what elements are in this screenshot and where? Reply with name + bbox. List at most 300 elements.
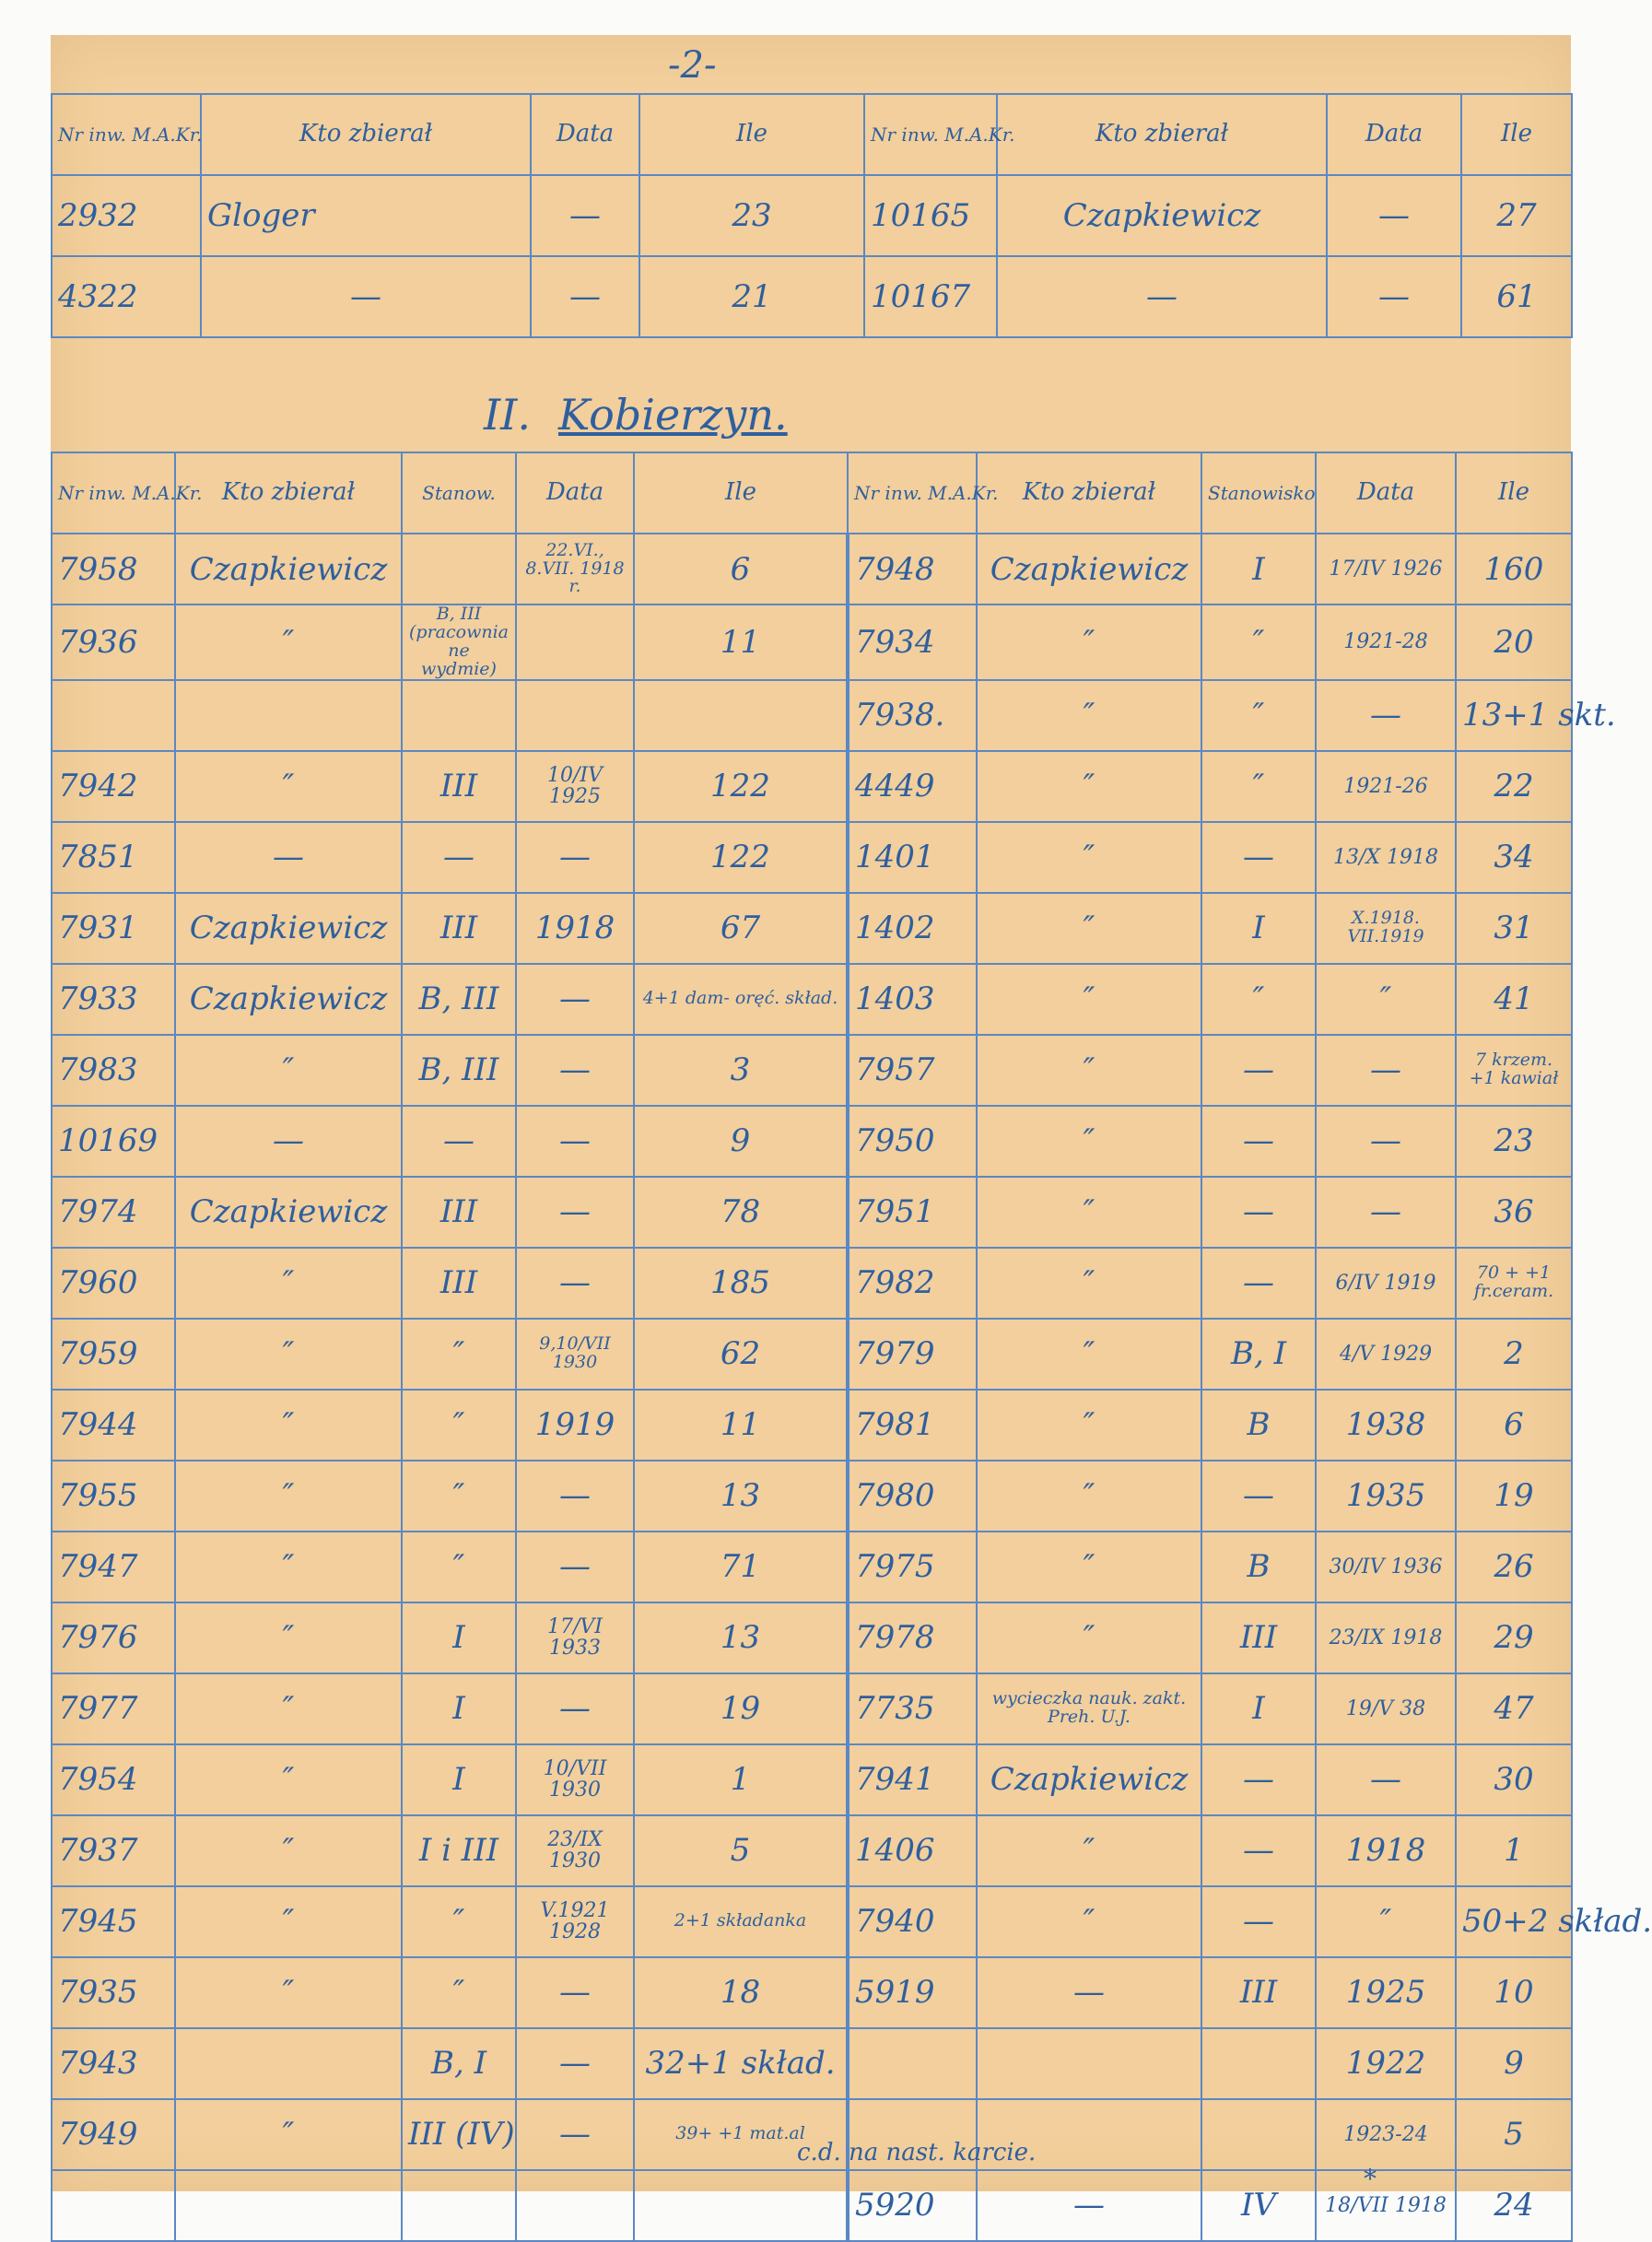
- table-row: [52, 2028, 1572, 2099]
- cell-kto-right: ″: [977, 605, 1201, 680]
- cell-nr: 10169: [52, 1106, 175, 1177]
- table-row: [52, 1106, 1572, 1177]
- cell-data-right: 1921-28: [1316, 605, 1456, 680]
- cell-data-right: 30/IV 1936: [1316, 1532, 1456, 1602]
- cell-ile-right: 1: [1456, 1815, 1572, 1886]
- cell-stanowisko-right: IV: [1201, 2170, 1316, 2241]
- table-row: [52, 1673, 1572, 1744]
- table-row: [52, 751, 1572, 822]
- cell-kto-right: Czapkiewicz: [977, 1744, 1201, 1815]
- cell-ile-right: 61: [1461, 256, 1572, 337]
- header-ile-right: Ile: [1461, 94, 1572, 175]
- cell-data: 9,10/VII 1930: [516, 1319, 634, 1390]
- cell-kto-right: Czapkiewicz: [997, 175, 1327, 256]
- cell-ile: 39+ +1 mat.al: [634, 2099, 848, 2170]
- cell-nr: 7945: [52, 1886, 175, 1957]
- cell-kto: ″: [175, 1390, 402, 1461]
- cell-nr: 7977: [52, 1673, 175, 1744]
- cell-stanowisko: III: [402, 893, 516, 964]
- cell-ile: 1: [634, 1744, 848, 1815]
- cell-ile-right: 24: [1456, 2170, 1572, 2241]
- cell-nr-right: 7980: [848, 1461, 977, 1532]
- cell-kto: —: [175, 822, 402, 893]
- cell-stanowisko-right: —: [1201, 1461, 1316, 1532]
- cell-ile: 122: [634, 751, 848, 822]
- cell-nr: 7958: [52, 534, 175, 605]
- cell-data-right: —: [1316, 1035, 1456, 1106]
- cell-data-right: —: [1327, 256, 1461, 337]
- cell-nr-right: 7735: [848, 1673, 977, 1744]
- cell-ile-right: 23: [1456, 1106, 1572, 1177]
- cell-nr: [52, 680, 175, 751]
- cell-nr: 7944: [52, 1390, 175, 1461]
- cell-stanowisko: [402, 2170, 516, 2241]
- cell-stanowisko: B, I: [402, 2028, 516, 2099]
- cell-data: 10/VII 1930: [516, 1744, 634, 1815]
- cell-kto: Czapkiewicz: [175, 534, 402, 605]
- cell-kto: ″: [175, 605, 402, 680]
- cell-stanowisko-right: [1201, 2099, 1316, 2170]
- cell-kto: ″: [175, 2099, 402, 2170]
- cell-nr-right: 7978: [848, 1602, 977, 1673]
- cell-stanowisko-right: —: [1201, 1035, 1316, 1106]
- cell-nr: 7947: [52, 1532, 175, 1602]
- cell-stanowisko-right: —: [1201, 1744, 1316, 1815]
- table-row: [52, 1886, 1572, 1957]
- header-data-right: Data: [1316, 452, 1456, 534]
- cell-nr-right: 10165: [864, 175, 997, 256]
- cell-nr-right: 7938.: [848, 680, 977, 751]
- cell-kto-right: ″: [977, 1886, 1201, 1957]
- cell-kto-right: ″: [977, 1106, 1201, 1177]
- cell-ile-right: 50+2 skład.: [1456, 1886, 1572, 1957]
- cell-nr: 7942: [52, 751, 175, 822]
- cell-data: —: [531, 175, 639, 256]
- cell-data-right: —: [1316, 1177, 1456, 1248]
- header-ile-right: Ile: [1456, 452, 1572, 534]
- cell-ile: 4+1 dam- oręć. skład.: [634, 964, 848, 1035]
- cell-data-right: 13/X 1918: [1316, 822, 1456, 893]
- cell-data: —: [531, 256, 639, 337]
- cell-nr: 7943: [52, 2028, 175, 2099]
- cell-data: [516, 680, 634, 751]
- cell-nr-right: 1402: [848, 893, 977, 964]
- cell-kto-right: ″: [977, 680, 1201, 751]
- cell-ile: 23: [639, 175, 864, 256]
- cell-data: 1918: [516, 893, 634, 964]
- cell-data: V.1921 1928: [516, 1886, 634, 1957]
- table-header-row: [52, 94, 1572, 175]
- cell-stanowisko: [402, 534, 516, 605]
- cell-kto: ″: [175, 1673, 402, 1744]
- cell-nr: 7974: [52, 1177, 175, 1248]
- cell-nr: 7954: [52, 1744, 175, 1815]
- cell-nr: 7935: [52, 1957, 175, 2028]
- cell-nr-right: 7979: [848, 1319, 977, 1390]
- cell-ile: 62: [634, 1319, 848, 1390]
- header-kto-right: Kto zbierał: [977, 452, 1201, 534]
- cell-data-right: 1925: [1316, 1957, 1456, 2028]
- cell-kto: —: [201, 256, 531, 337]
- table-header-row: [52, 452, 1572, 534]
- cell-data: —: [516, 1532, 634, 1602]
- table-row: [52, 1532, 1572, 1602]
- cell-nr-right: [848, 2028, 977, 2099]
- cell-nr: 7933: [52, 964, 175, 1035]
- cell-nr: 7983: [52, 1035, 175, 1106]
- cell-kto-right: ″: [977, 1248, 1201, 1319]
- cell-nr-right: 7950: [848, 1106, 977, 1177]
- cell-data-right: 1923-24: [1316, 2099, 1456, 2170]
- cell-stanowisko-right: [1201, 2028, 1316, 2099]
- cell-stanowisko-right: I: [1201, 534, 1316, 605]
- cell-ile: 21: [639, 256, 864, 337]
- cell-kto-right: wycieczka nauk. zakt. Preh. U.J.: [977, 1673, 1201, 1744]
- asterisk-mark: *: [1364, 2164, 1377, 2194]
- cell-nr-right: 7981: [848, 1390, 977, 1461]
- cell-kto: ″: [175, 1035, 402, 1106]
- cell-nr-right: 7957: [848, 1035, 977, 1106]
- top-inventory-table: [51, 93, 1573, 338]
- cell-data: —: [516, 1461, 634, 1532]
- cell-ile-right: 70 + +1 fr.ceram.: [1456, 1248, 1572, 1319]
- cell-data: [516, 2170, 634, 2241]
- cell-nr: 7937: [52, 1815, 175, 1886]
- cell-ile-right: 29: [1456, 1602, 1572, 1673]
- cell-nr: 7936: [52, 605, 175, 680]
- cell-stanowisko-right: —: [1201, 1886, 1316, 1957]
- cell-ile-right: 10: [1456, 1957, 1572, 2028]
- cell-nr-right: 5919: [848, 1957, 977, 2028]
- cell-stanowisko-right: B: [1201, 1390, 1316, 1461]
- cell-nr-right: 1401: [848, 822, 977, 893]
- cell-data: —: [516, 1957, 634, 2028]
- cell-data-right: 1935: [1316, 1461, 1456, 1532]
- cell-data-right: 1938: [1316, 1390, 1456, 1461]
- cell-kto: ″: [175, 1957, 402, 2028]
- section-roman: II.: [484, 390, 531, 440]
- cell-stanowisko-right: III: [1201, 1602, 1316, 1673]
- header-kto: Kto zbierał: [201, 94, 531, 175]
- cell-data: —: [516, 1673, 634, 1744]
- cell-stanowisko: ″: [402, 1886, 516, 1957]
- header-data: Data: [516, 452, 634, 534]
- cell-data-right: 18/VII 1918: [1316, 2170, 1456, 2241]
- cell-kto: Czapkiewicz: [175, 1177, 402, 1248]
- cell-nr: 7955: [52, 1461, 175, 1532]
- cell-ile-right: 9: [1456, 2028, 1572, 2099]
- cell-ile: 67: [634, 893, 848, 964]
- cell-ile: 78: [634, 1177, 848, 1248]
- cell-ile: [634, 2170, 848, 2241]
- cell-nr: 4322: [52, 256, 201, 337]
- cell-data-right: —: [1316, 1106, 1456, 1177]
- cell-data: 17/VI 1933: [516, 1602, 634, 1673]
- cell-stanowisko-right: I: [1201, 893, 1316, 964]
- cell-kto: ″: [175, 1886, 402, 1957]
- cell-ile-right: 6: [1456, 1390, 1572, 1461]
- cell-nr-right: 7975: [848, 1532, 977, 1602]
- section-name: Kobierzyn.: [557, 390, 788, 440]
- cell-ile: 11: [634, 605, 848, 680]
- cell-ile-right: 27: [1461, 175, 1572, 256]
- cell-nr: 7976: [52, 1602, 175, 1673]
- cell-ile-right: 36: [1456, 1177, 1572, 1248]
- cell-stanowisko: I: [402, 1602, 516, 1673]
- cell-kto: [175, 680, 402, 751]
- cell-kto-right: ″: [977, 964, 1201, 1035]
- cell-kto-right: ″: [977, 1532, 1201, 1602]
- cell-kto: ″: [175, 1461, 402, 1532]
- cell-nr: 2932: [52, 175, 201, 256]
- header-data-right: Data: [1327, 94, 1461, 175]
- cell-stanowisko: I: [402, 1744, 516, 1815]
- kobierzyn-inventory-table: [51, 452, 1652, 2242]
- cell-data-right: 19/V 38: [1316, 1673, 1456, 1744]
- header-ile: Ile: [639, 94, 864, 175]
- cell-stanowisko-right: —: [1201, 822, 1316, 893]
- cell-nr: 7949: [52, 2099, 175, 2170]
- cell-kto-right: —: [997, 256, 1327, 337]
- cell-stanowisko-right: ″: [1201, 680, 1316, 751]
- cell-kto-right: Czapkiewicz: [977, 534, 1201, 605]
- table-row: [52, 256, 1572, 337]
- cell-nr-right: 7948: [848, 534, 977, 605]
- section-title: [484, 390, 788, 440]
- cell-ile-right: 7 krzem. +1 kawiał: [1456, 1035, 1572, 1106]
- cell-stanowisko-right: —: [1201, 1106, 1316, 1177]
- header-nr-right: Nr inw. M.A.Kr.: [848, 452, 977, 534]
- cell-kto: ″: [175, 1815, 402, 1886]
- cell-stanowisko: ″: [402, 1390, 516, 1461]
- header-kto-right: Kto zbierał: [997, 94, 1327, 175]
- cell-data-right: 6/IV 1919: [1316, 1248, 1456, 1319]
- table-row: [52, 680, 1572, 751]
- cell-kto: [175, 2028, 402, 2099]
- cell-stanowisko: III: [402, 751, 516, 822]
- table-row: [52, 2170, 1572, 2241]
- cell-stanowisko: III (IV): [402, 2099, 516, 2170]
- page-number: -2-: [668, 44, 717, 87]
- table-row: [52, 534, 1572, 605]
- cell-data-right: ″: [1316, 964, 1456, 1035]
- cell-kto-right: ″: [977, 751, 1201, 822]
- cell-stanowisko: I i III: [402, 1815, 516, 1886]
- cell-stanowisko: ″: [402, 1957, 516, 2028]
- cell-ile: 185: [634, 1248, 848, 1319]
- cell-nr-right: 7934: [848, 605, 977, 680]
- cell-ile: 5: [634, 1815, 848, 1886]
- table-row: [52, 893, 1572, 964]
- cell-stanowisko: ″: [402, 1532, 516, 1602]
- cell-ile-right: 19: [1456, 1461, 1572, 1532]
- cell-kto: ″: [175, 1532, 402, 1602]
- cell-data: —: [516, 2099, 634, 2170]
- cell-kto: [175, 2170, 402, 2241]
- table-row: [52, 1390, 1572, 1461]
- cell-ile: 9: [634, 1106, 848, 1177]
- header-nr-right: Nr inw. M.A.Kr.: [864, 94, 997, 175]
- table-row: [52, 1957, 1572, 2028]
- cell-stanowisko-right: —: [1201, 1248, 1316, 1319]
- table-row: [52, 1602, 1572, 1673]
- cell-kto-right: ″: [977, 1177, 1201, 1248]
- table-row: [52, 964, 1572, 1035]
- cell-ile-right: 26: [1456, 1532, 1572, 1602]
- cell-nr-right: 7951: [848, 1177, 977, 1248]
- continuation-note: c.d. na nast. karcie.: [797, 2139, 1037, 2166]
- cell-nr: [52, 2170, 175, 2241]
- cell-data: —: [516, 1248, 634, 1319]
- cell-data: [516, 605, 634, 680]
- table-row: [52, 1035, 1572, 1106]
- cell-data-right: ″: [1316, 1886, 1456, 1957]
- table-row: [52, 175, 1572, 256]
- cell-stanowisko-right: ″: [1201, 751, 1316, 822]
- cell-ile-right: 22: [1456, 751, 1572, 822]
- cell-data: —: [516, 822, 634, 893]
- cell-nr-right: 1403: [848, 964, 977, 1035]
- cell-kto-right: —: [977, 2170, 1201, 2241]
- header-kto: Kto zbierał: [175, 452, 402, 534]
- cell-data: —: [516, 1106, 634, 1177]
- cell-ile-right: 30: [1456, 1744, 1572, 1815]
- cell-stanowisko: [402, 680, 516, 751]
- cell-ile-right: 20: [1456, 605, 1572, 680]
- cell-nr-right: 4449: [848, 751, 977, 822]
- cell-nr: 7931: [52, 893, 175, 964]
- cell-stanowisko-right: ″: [1201, 605, 1316, 680]
- cell-ile: 19: [634, 1673, 848, 1744]
- cell-nr: 7960: [52, 1248, 175, 1319]
- cell-data-right: 1922: [1316, 2028, 1456, 2099]
- cell-nr-right: 1406: [848, 1815, 977, 1886]
- header-nr: Nr inw. M.A.Kr.: [52, 94, 201, 175]
- cell-stanowisko: B, III: [402, 1035, 516, 1106]
- table-row: [52, 822, 1572, 893]
- cell-nr-right: 7941: [848, 1744, 977, 1815]
- cell-kto-right: ″: [977, 1461, 1201, 1532]
- cell-data: —: [516, 2028, 634, 2099]
- cell-nr-right: 5920: [848, 2170, 977, 2241]
- cell-stanowisko-right: B: [1201, 1532, 1316, 1602]
- cell-stanowisko: III: [402, 1248, 516, 1319]
- cell-kto: ″: [175, 1602, 402, 1673]
- cell-stanowisko-right: I: [1201, 1673, 1316, 1744]
- header-ile: Ile: [634, 452, 848, 534]
- cell-kto-right: ″: [977, 893, 1201, 964]
- cell-kto: Czapkiewicz: [175, 964, 402, 1035]
- cell-stanowisko: ″: [402, 1461, 516, 1532]
- cell-kto: ″: [175, 1744, 402, 1815]
- cell-stanowisko: III: [402, 1177, 516, 1248]
- cell-ile: 18: [634, 1957, 848, 2028]
- cell-kto-right: ″: [977, 1319, 1201, 1390]
- cell-nr-right: 7940: [848, 1886, 977, 1957]
- cell-kto-right: ″: [977, 822, 1201, 893]
- cell-kto: ″: [175, 751, 402, 822]
- cell-ile-right: 31: [1456, 893, 1572, 964]
- cell-stanowisko-right: —: [1201, 1815, 1316, 1886]
- cell-stanowisko-right: ″: [1201, 964, 1316, 1035]
- cell-ile: 3: [634, 1035, 848, 1106]
- cell-nr: 7851: [52, 822, 175, 893]
- cell-data-right: —: [1316, 680, 1456, 751]
- cell-stanowisko: B, III (pracownia ne wydmie): [402, 605, 516, 680]
- cell-data-right: 4/V 1929: [1316, 1319, 1456, 1390]
- cell-stanowisko-right: —: [1201, 1177, 1316, 1248]
- cell-kto: ″: [175, 1248, 402, 1319]
- cell-kto: Czapkiewicz: [175, 893, 402, 964]
- cell-data-right: 17/IV 1926: [1316, 534, 1456, 605]
- cell-ile: 32+1 skład.: [634, 2028, 848, 2099]
- cell-kto: ″: [175, 1319, 402, 1390]
- cell-data: 1919: [516, 1390, 634, 1461]
- table-row: [52, 1815, 1572, 1886]
- table-row: [52, 1248, 1572, 1319]
- cell-ile-right: 34: [1456, 822, 1572, 893]
- cell-nr: 7959: [52, 1319, 175, 1390]
- header-nr: Nr inw. M.A.Kr.: [52, 452, 175, 534]
- cell-ile-right: 47: [1456, 1673, 1572, 1744]
- cell-kto-right: [977, 2028, 1201, 2099]
- cell-nr-right: 10167: [864, 256, 997, 337]
- cell-data-right: —: [1327, 175, 1461, 256]
- cell-ile: [634, 680, 848, 751]
- cell-data: 10/IV 1925: [516, 751, 634, 822]
- cell-ile: 71: [634, 1532, 848, 1602]
- cell-ile: 122: [634, 822, 848, 893]
- cell-ile-right: 13+1 skt.: [1456, 680, 1572, 751]
- header-stanowisko: Stanow.: [402, 452, 516, 534]
- cell-ile-right: 160: [1456, 534, 1572, 605]
- cell-kto-right: ″: [977, 1815, 1201, 1886]
- table-row: [52, 1744, 1572, 1815]
- cell-data: 23/IX 1930: [516, 1815, 634, 1886]
- table-row: [52, 1461, 1572, 1532]
- cell-ile: 13: [634, 1602, 848, 1673]
- cell-ile: 2+1 składanka: [634, 1886, 848, 1957]
- cell-kto-right: ″: [977, 1035, 1201, 1106]
- cell-data: 22.VI., 8.VII. 1918 r.: [516, 534, 634, 605]
- cell-stanowisko: ″: [402, 1319, 516, 1390]
- cell-data-right: 1921-26: [1316, 751, 1456, 822]
- table-row: [52, 605, 1572, 680]
- header-stanowisko-right: Stanowisko: [1201, 452, 1316, 534]
- cell-data: —: [516, 1035, 634, 1106]
- cell-stanowisko: B, III: [402, 964, 516, 1035]
- cell-data-right: —: [1316, 1744, 1456, 1815]
- cell-ile-right: 41: [1456, 964, 1572, 1035]
- header-data: Data: [531, 94, 639, 175]
- cell-ile-right: 5: [1456, 2099, 1572, 2170]
- cell-ile: 6: [634, 534, 848, 605]
- cell-data-right: 23/IX 1918: [1316, 1602, 1456, 1673]
- cell-kto-right: ″: [977, 1390, 1201, 1461]
- cell-stanowisko: —: [402, 822, 516, 893]
- cell-stanowisko-right: III: [1201, 1957, 1316, 2028]
- cell-kto-right: —: [977, 1957, 1201, 2028]
- cell-ile: 13: [634, 1461, 848, 1532]
- cell-stanowisko-right: B, I: [1201, 1319, 1316, 1390]
- paper-sheet: [51, 35, 1652, 2224]
- cell-kto-right: ″: [977, 1602, 1201, 1673]
- cell-stanowisko: —: [402, 1106, 516, 1177]
- cell-stanowisko: I: [402, 1673, 516, 1744]
- cell-kto: —: [175, 1106, 402, 1177]
- cell-data: —: [516, 964, 634, 1035]
- cell-ile: 11: [634, 1390, 848, 1461]
